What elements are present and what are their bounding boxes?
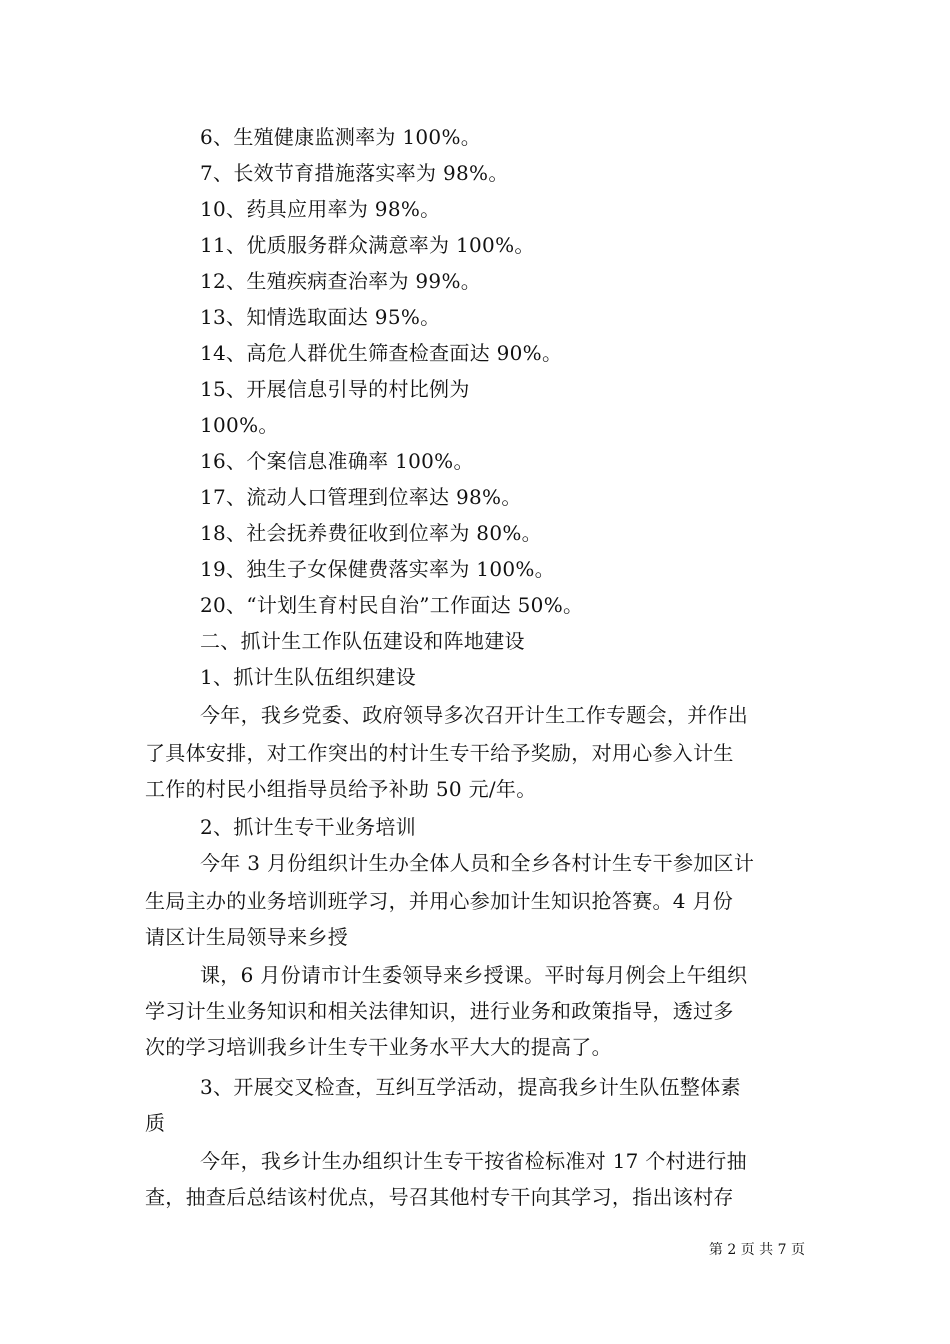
subsection-heading: 1、抓计生队伍组织建设 bbox=[200, 665, 417, 689]
text-line: 6、生殖健康监测率为 100%。 bbox=[200, 125, 482, 149]
paragraph-line: 请区计生局领导来乡授 bbox=[145, 925, 348, 949]
subsection-heading: 质 bbox=[145, 1111, 166, 1135]
paragraph-line: 了具体安排，对工作突出的村计生专干给予奖励，对用心参入计生 bbox=[145, 741, 734, 765]
text-line: 16、个案信息准确率 100%。 bbox=[200, 449, 474, 473]
paragraph-line: 生局主办的业务培训班学习，并用心参加计生知识抢答赛。4 月份 bbox=[145, 889, 734, 913]
paragraph-line: 查，抽查后总结该村优点，号召其他村专干向其学习，指出该村存 bbox=[145, 1185, 734, 1209]
subsection-heading: 2、抓计生专干业务培训 bbox=[200, 815, 417, 839]
paragraph-line: 今年 3 月份组织计生办全体人员和全乡各村计生专干参加区计 bbox=[200, 851, 755, 875]
text-line: 20、“计划生育村民自治”工作面达 50%。 bbox=[200, 593, 584, 617]
text-line: 17、流动人口管理到位率达 98%。 bbox=[200, 485, 522, 509]
paragraph-line: 工作的村民小组指导员给予补助 50 元/年。 bbox=[145, 777, 537, 801]
section-heading: 二、抓计生工作队伍建设和阵地建设 bbox=[200, 629, 525, 653]
paragraph-line: 今年，我乡党委、政府领导多次召开计生工作专题会，并作出 bbox=[200, 703, 749, 727]
text-line: 7、长效节育措施落实率为 98%。 bbox=[200, 161, 509, 185]
subsection-heading: 3、开展交叉检查，互纠互学活动，提高我乡计生队伍整体素 bbox=[200, 1075, 741, 1099]
page-number-footer: 第 2 页 共 7 页 bbox=[708, 1242, 805, 1258]
paragraph-line: 次的学习培训我乡计生专干业务水平大大的提高了。 bbox=[145, 1035, 612, 1059]
text-line: 19、独生子女保健费落实率为 100%。 bbox=[200, 557, 555, 581]
text-line: 10、药具应用率为 98%。 bbox=[200, 197, 441, 221]
text-line: 18、社会抚养费征收到位率为 80%。 bbox=[200, 521, 542, 545]
text-line: 12、生殖疾病查治率为 99%。 bbox=[200, 269, 482, 293]
paragraph-line: 学习计生业务知识和相关法律知识，进行业务和政策指导，透过多 bbox=[145, 999, 734, 1023]
paragraph-line: 今年，我乡计生办组织计生专干按省检标准对 17 个村进行抽 bbox=[200, 1149, 747, 1173]
paragraph-line: 课，6 月份请市计生委领导来乡授课。平时每月例会上午组织 bbox=[200, 963, 748, 987]
text-line: 15、开展信息引导的村比例为 bbox=[200, 377, 470, 401]
text-line: 13、知情选取面达 95%。 bbox=[200, 305, 441, 329]
text-line: 100%。 bbox=[200, 413, 279, 437]
text-line: 11、优质服务群众满意率为 100%。 bbox=[200, 233, 535, 257]
text-line: 14、高危人群优生筛查检查面达 90%。 bbox=[200, 341, 563, 365]
